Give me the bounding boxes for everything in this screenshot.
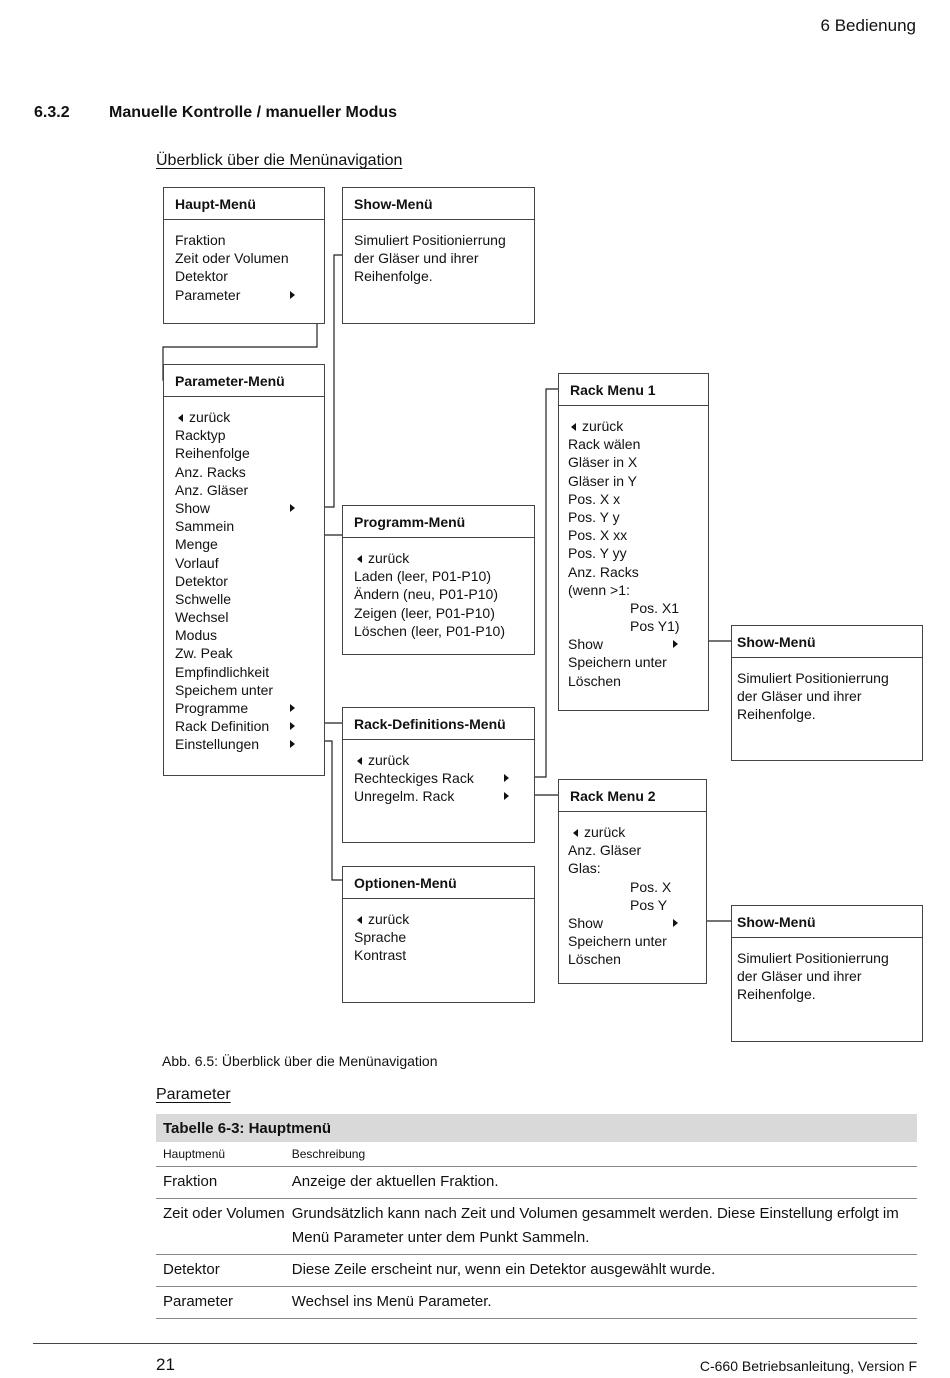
menu-item: Pos. X xx — [568, 527, 628, 544]
submenu-arrow-icon — [290, 704, 295, 712]
menu-item-back — [354, 910, 534, 928]
menu-item-label: zurück — [584, 824, 626, 840]
overview-heading: Überblick über die Menünavigation — [156, 152, 403, 169]
optionen-menu-title: Optionen-Menü — [343, 867, 534, 899]
menu-item-label: Show — [568, 914, 604, 931]
menu-item-rechteckiges-rack — [354, 769, 534, 787]
page-number: 21 — [156, 1355, 175, 1374]
back-arrow-icon — [571, 423, 576, 431]
programm-menu-box — [342, 505, 535, 655]
column-header: Hauptmenü — [156, 1142, 285, 1167]
menu-item: Löschen — [568, 951, 621, 968]
submenu-arrow-icon — [290, 740, 295, 748]
table-cell: Fraktion — [156, 1167, 285, 1199]
menu-item: Rack wälen — [568, 436, 641, 453]
parameter-menu-box — [163, 364, 325, 776]
menu-item: (wenn >1: — [568, 581, 630, 598]
menu-item: Pos Y — [630, 896, 668, 913]
menu-item-back — [354, 549, 534, 567]
submenu-arrow-icon — [504, 774, 509, 782]
menu-item-show — [568, 914, 706, 932]
menu-item: Pos. Y yy — [568, 545, 627, 562]
menu-item: Pos. X x — [568, 490, 621, 507]
menu-item-programme — [175, 699, 324, 717]
menu-item: Empfindlichkeit — [175, 663, 270, 680]
menu-item: Pos. X — [630, 878, 672, 895]
haupt-menu-title: Haupt-Menü — [164, 188, 324, 220]
table-cell: Detektor — [156, 1255, 285, 1287]
menu-item: Wechsel — [175, 609, 229, 626]
rack-definitions-menu-title: Rack-Definitions-Menü — [343, 708, 534, 740]
menu-item-rack-definition — [175, 717, 324, 735]
hauptmenu-table — [156, 1142, 917, 1319]
menu-text: Simuliert Positionierrung — [354, 232, 506, 248]
submenu-arrow-icon — [290, 504, 295, 512]
menu-text: Reihenfolge. — [737, 706, 816, 723]
show-menu-title: Show-Menü — [732, 626, 922, 658]
menu-item-label: zurück — [189, 409, 231, 425]
submenu-arrow-icon — [673, 640, 678, 648]
table-cell: Wechsel ins Menü Parameter. — [285, 1287, 917, 1319]
menu-item-label: Show — [175, 499, 211, 516]
back-arrow-icon — [357, 916, 362, 924]
column-header: Beschreibung — [285, 1142, 917, 1167]
table-row — [156, 1167, 917, 1199]
optionen-menu-box — [342, 866, 535, 1003]
parameter-menu-title: Parameter-Menü — [164, 365, 324, 397]
menu-item-label: zurück — [368, 752, 410, 768]
menu-item-label: Show — [568, 636, 604, 653]
menu-item: Reihenfolge — [175, 445, 250, 462]
back-arrow-icon — [357, 555, 362, 563]
menu-item-back — [354, 751, 534, 769]
submenu-arrow-icon — [290, 291, 295, 299]
menu-text: der Gläser und ihrer — [354, 250, 479, 267]
menu-text: Simuliert Positionierrung — [737, 950, 889, 966]
menu-item: Zw. Peak — [175, 645, 233, 662]
menu-text: der Gläser und ihrer — [737, 968, 862, 985]
menu-item: Modus — [175, 627, 218, 644]
menu-item: Anz. Gläser — [175, 481, 249, 498]
menu-text: Reihenfolge. — [354, 268, 433, 285]
menu-item: Racktyp — [175, 427, 226, 444]
menu-item: Pos Y1) — [630, 618, 680, 635]
table-row — [156, 1199, 917, 1255]
menu-item: Fraktion — [175, 232, 226, 248]
menu-text: der Gläser und ihrer — [737, 688, 862, 705]
show-menu-box — [731, 905, 923, 1042]
table-row — [156, 1255, 917, 1287]
menu-item: Pos. Y y — [568, 508, 620, 525]
menu-item: Sammein — [175, 518, 235, 535]
menu-item: Sprache — [354, 929, 407, 946]
menu-item: Detektor — [175, 572, 228, 589]
show-menu-title: Show-Menü — [343, 188, 534, 220]
section-title: Manuelle Kontrolle / manueller Modus — [109, 104, 398, 121]
document-name: C-660 Betriebsanleitung, Version F — [699, 1358, 917, 1374]
menu-item-label: zurück — [368, 911, 410, 927]
submenu-arrow-icon — [290, 722, 295, 730]
menu-item-back — [568, 417, 708, 435]
menu-item: Gläser in X — [568, 454, 638, 471]
menu-item-label: Einstellungen — [175, 736, 260, 753]
rack-menu-2-title: Rack Menu 2 — [559, 780, 706, 812]
menu-item-unregelm-rack — [354, 787, 534, 805]
table-title: Tabelle 6-3: Hauptmenü — [156, 1114, 917, 1142]
menu-item: Anz. Racks — [568, 563, 639, 580]
menu-item-parameter — [175, 286, 324, 304]
table-cell: Zeit oder Volumen — [156, 1199, 285, 1255]
section-number: 6.3.2 — [34, 104, 70, 121]
menu-item-back — [568, 823, 706, 841]
menu-item: Gläser in Y — [568, 472, 637, 489]
menu-item: Menge — [175, 536, 218, 553]
rack-menu-2-box — [558, 779, 707, 984]
menu-item: Zeit oder Volumen — [175, 250, 289, 267]
table-cell: Grundsätzlich kann nach Zeit und Volumen gesammelt werden. Diese Einstellung erfolgt im Menü Parameter unter dem Punkt Sammeln. — [285, 1199, 917, 1255]
chapter-header: 6 Bedienung — [820, 16, 916, 35]
figure-caption: Abb. 6.5: Überblick über die Menünavigation — [162, 1053, 438, 1069]
table-row — [156, 1287, 917, 1319]
parameter-heading: Parameter — [156, 1086, 231, 1103]
menu-item: Speichern unter — [568, 933, 667, 950]
menu-item-label: Unregelm. Rack — [354, 788, 455, 805]
menu-item: Kontrast — [354, 947, 407, 964]
menu-item-back — [175, 408, 324, 426]
table-cell: Parameter — [156, 1287, 285, 1319]
menu-item: Glas: — [568, 860, 601, 877]
menu-item: Speichem unter — [175, 681, 274, 698]
menu-item-label: zurück — [582, 418, 624, 434]
menu-item: Anz. Racks — [175, 463, 246, 480]
submenu-arrow-icon — [673, 919, 678, 927]
menu-item: Zeigen (leer, P01-P10) — [354, 604, 495, 621]
show-menu-box — [342, 187, 535, 324]
show-menu-title: Show-Menü — [732, 906, 922, 938]
menu-item: Detektor — [175, 268, 228, 285]
back-arrow-icon — [357, 757, 362, 765]
menu-item: Löschen — [568, 672, 621, 689]
menu-item-einstellungen — [175, 735, 324, 753]
menu-item: Pos. X1 — [630, 599, 680, 616]
haupt-menu-box — [163, 187, 325, 324]
menu-item-label: Rack Definition — [175, 718, 270, 735]
table-cell: Diese Zeile erscheint nur, wenn ein Detektor ausgewählt wurde. — [285, 1255, 917, 1287]
table-header-row — [156, 1142, 917, 1167]
rack-definitions-menu-box — [342, 707, 535, 843]
menu-item-label: Parameter — [175, 286, 241, 303]
table-cell: Anzeige der aktuellen Fraktion. — [285, 1167, 917, 1199]
menu-item-label: Programme — [175, 700, 249, 716]
menu-item: Ändern (neu, P01-P10) — [354, 586, 498, 603]
submenu-arrow-icon — [504, 792, 509, 800]
menu-item: Löschen (leer, P01-P10) — [354, 622, 505, 639]
rack-menu-1-box — [558, 373, 709, 711]
menu-item-label: Rechteckiges Rack — [354, 770, 474, 787]
menu-item: Laden (leer, P01-P10) — [354, 568, 491, 585]
menu-item-show — [568, 635, 708, 653]
menu-text: Reihenfolge. — [737, 986, 816, 1003]
menu-item: Schwelle — [175, 590, 232, 607]
programm-menu-title: Programm-Menü — [343, 506, 534, 538]
menu-item: Speichern unter — [568, 654, 667, 671]
menu-item: Vorlauf — [175, 554, 219, 571]
rack-menu-1-title: Rack Menu 1 — [559, 374, 708, 406]
back-arrow-icon — [178, 414, 183, 422]
menu-item: Anz. Gläser — [568, 842, 642, 859]
show-menu-box — [731, 625, 923, 761]
footer-divider — [33, 1343, 917, 1344]
menu-text: Simuliert Positionierrung — [737, 670, 889, 686]
back-arrow-icon — [573, 829, 578, 837]
menu-item-show — [175, 499, 324, 517]
menu-item-label: zurück — [368, 550, 410, 566]
